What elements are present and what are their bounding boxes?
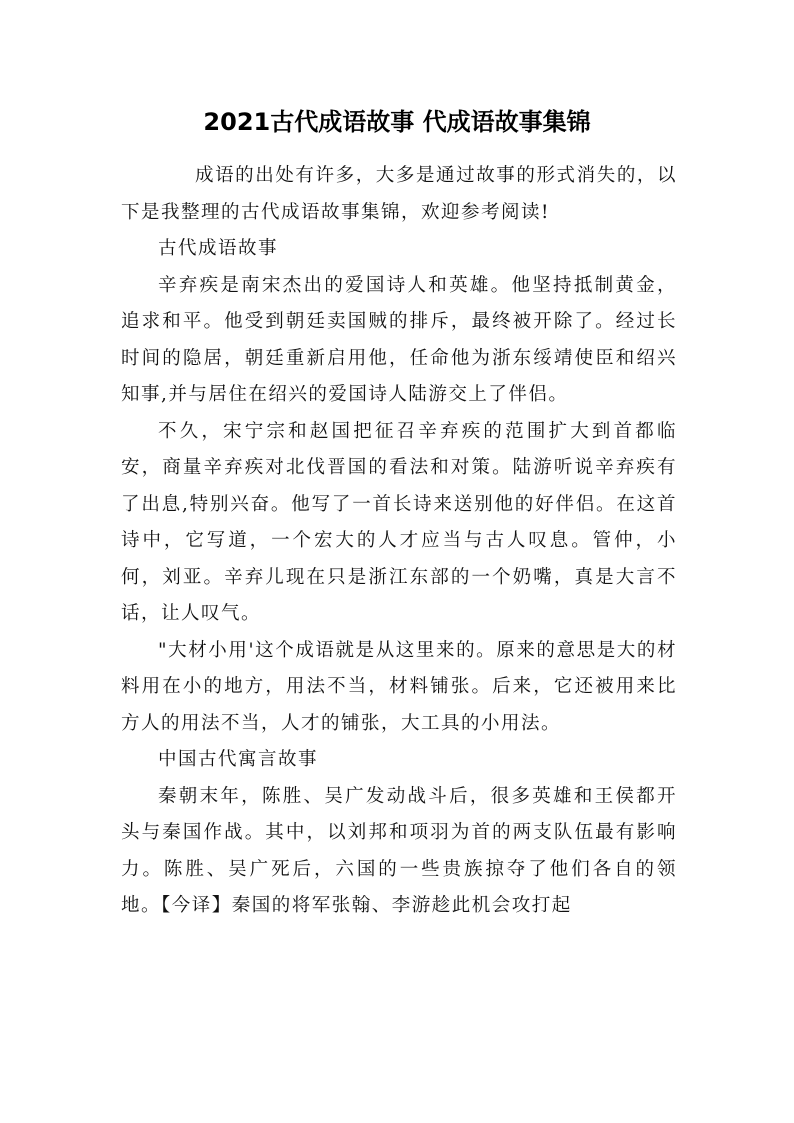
paragraph: 秦朝末年，陈胜、吴广发动战斗后，很多英雄和王侯都开头与秦国作战。其中，以刘邦和项羽为首的两支队伍最有影响力。陈胜、吴广死后，六国的一些贵族掠夺了他们各自的领地。【今译】秦国的将军张翰、李游趁此机会攻打起	[121, 785, 677, 916]
document-title: 2021古代成语故事 代成语故事集锦	[203, 108, 591, 136]
paragraph: 不久，宋宁宗和赵国把征召辛弃疾的范围扩大到首都临安，商量辛弃疾对北伐晋国的看法和对策。陆游听说辛弃疾有了出息,特别兴奋。他写了一首长诗来送别他的好伴侣。在这首诗中，它写道，一个宏大的人才应当与古人叹息。管仲，小何，刘亚。辛弃儿现在只是浙江东部的一个奶嘴，真是大言不话，让人叹气。	[121, 420, 677, 624]
paragraph: "大材小用'这个成语就是从这里来的。原来的意思是大的材料用在小的地方，用法不当，材料铺张。后来，它还被用来比方人的用法不当，人才的铺张，大工具的小用法。	[121, 639, 677, 734]
section-heading-fables: 中国古代寓言故事	[158, 749, 319, 770]
section-heading-ancient-idioms: 古代成语故事	[158, 238, 279, 259]
paragraph: 辛弃疾是南宋杰出的爱国诗人和英雄。他坚持抵制黄金，追求和平。他受到朝廷卖国贼的排斥，最终被开除了。经过长时间的隐居，朝廷重新启用他，任命他为浙东绥靖使臣和绍兴知事,并与居住在绍兴的爱国诗人陆游交上了伴侣。	[121, 274, 677, 405]
document-body	[121, 158, 677, 925]
paragraph-intro: 成语的出处有许多，大多是通过故事的形式消失的，以下是我整理的古代成语故事集锦，欢迎参考阅读!	[121, 165, 677, 223]
